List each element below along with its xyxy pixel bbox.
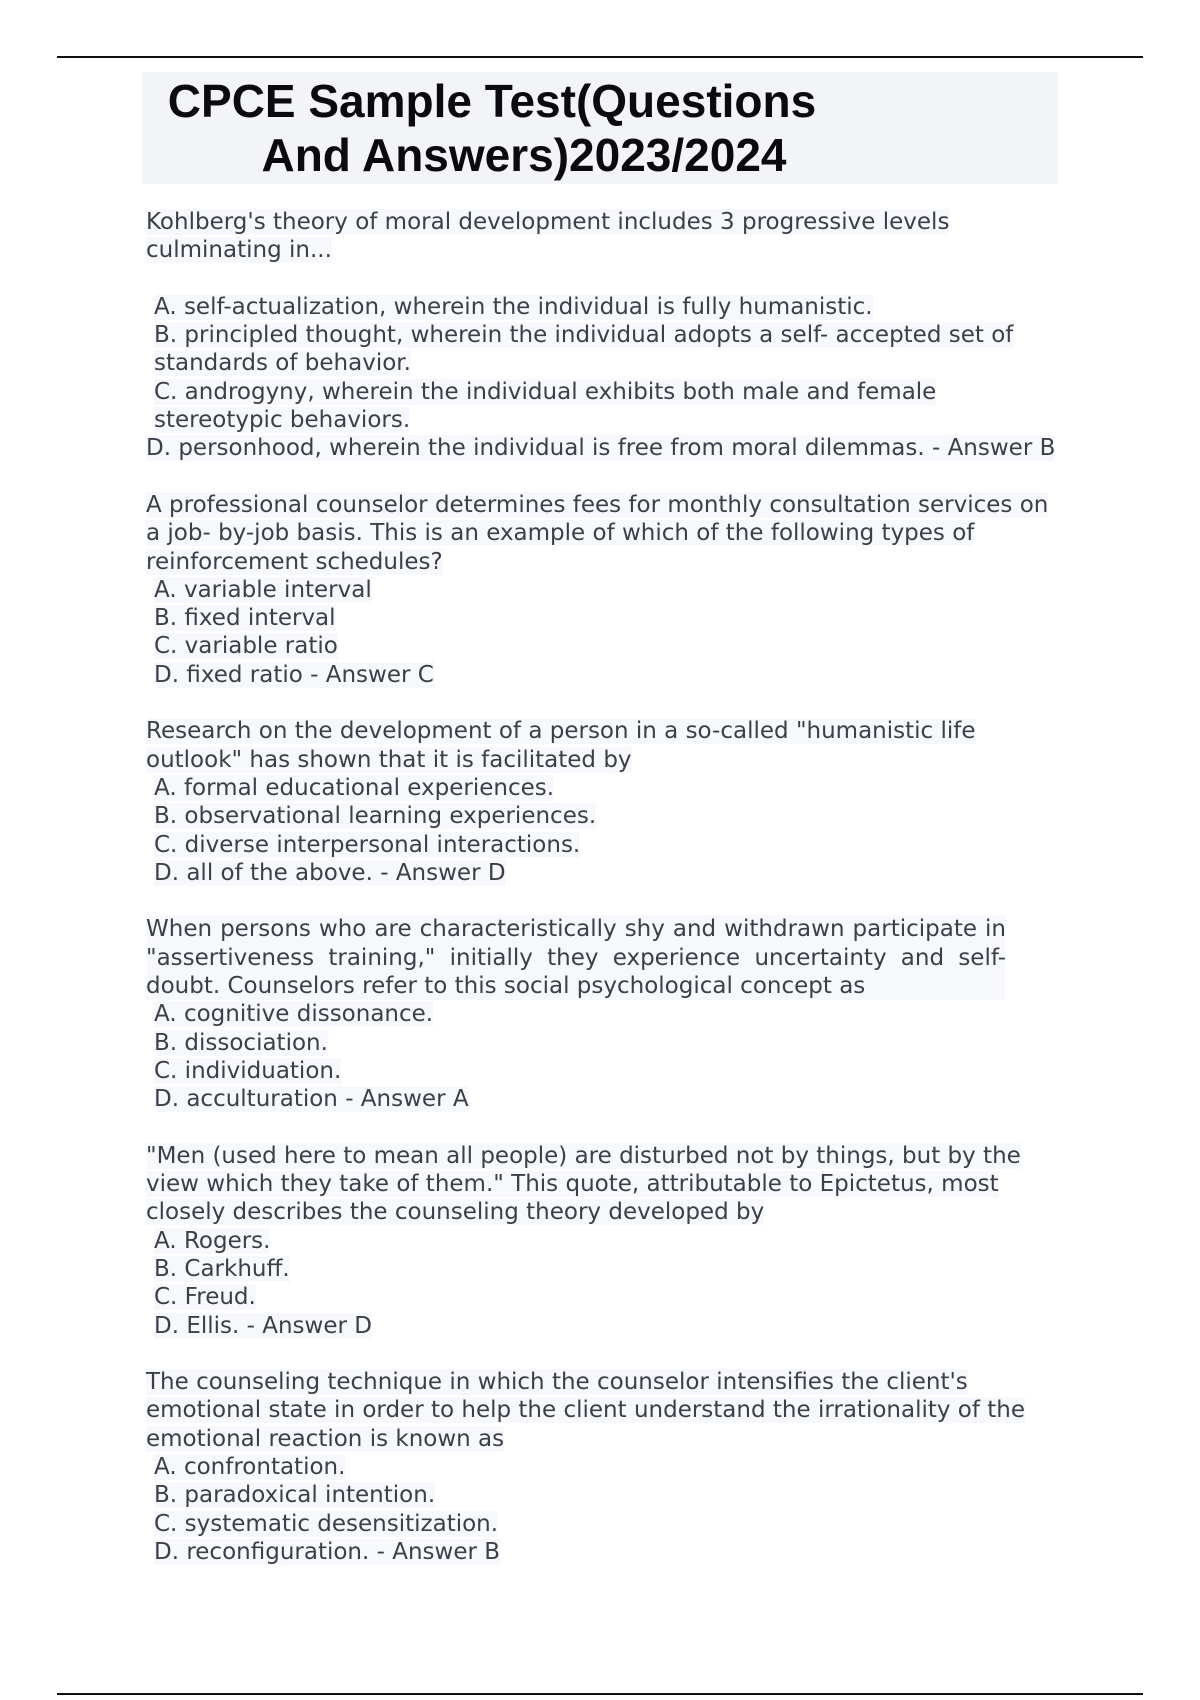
option-b: B. dissociation.	[154, 1029, 328, 1056]
option-b: B. Carkhuff.	[154, 1255, 290, 1282]
question-2	[146, 491, 1066, 689]
option-d: D. all of the above. - Answer D	[154, 859, 506, 886]
question-stem: A professional counselor determines fees for monthly consultation services on a job- by-job basis. This is an example of which of the following types of reinforcement schedules?	[146, 491, 1049, 575]
option-d: D. Ellis. - Answer D	[154, 1312, 372, 1339]
title-line-1: CPCE Sample Test(Questions	[167, 75, 817, 127]
answer-options	[146, 1453, 1066, 1566]
option-a: A. variable interval	[154, 576, 372, 603]
option-d: D. personhood, wherein the individual is free from moral dilemmas. - Answer B	[146, 435, 1056, 462]
question-1	[146, 208, 1066, 463]
option-c: C. diverse interpersonal interactions.	[154, 831, 581, 858]
question-stem: When persons who are characteristically shy and withdrawn participate in "assertiveness training," initially they experience uncertainty and self- doubt. Counselors refer to this social psychological concept as	[146, 916, 1006, 1000]
title-line-2: And Answers)2023/2024	[261, 129, 787, 181]
bottom-rule	[57, 1693, 1143, 1695]
question-stem: The counseling technique in which the counselor intensifies the client's emotional state in order to help the client understand the irrationality of the emotional reaction is known as	[146, 1369, 1026, 1452]
top-rule	[57, 56, 1143, 58]
question-5	[146, 1142, 1066, 1340]
question-stem: "Men (used here to mean all people) are disturbed not by things, but by the view which they take of them." This quote, attributable to Epictetus, most closely describes the counseling theory developed by	[146, 1142, 1021, 1226]
page-title	[142, 72, 842, 182]
answer-options	[146, 576, 1066, 689]
question-stem: Kohlberg's theory of moral development includes 3 progressive levels culminating in...	[146, 209, 950, 264]
title-banner	[142, 72, 1058, 184]
answer-options	[146, 774, 1066, 887]
option-d: D. acculturation - Answer A	[154, 1086, 469, 1113]
option-b: B. paradoxical intention.	[154, 1482, 436, 1509]
option-c: C. Freud.	[154, 1284, 256, 1311]
option-a: A. confrontation.	[154, 1454, 346, 1481]
option-c: C. systematic desensitization.	[154, 1510, 499, 1537]
option-d: D. reconfiguration. - Answer B	[154, 1538, 501, 1565]
question-stem: Research on the development of a person in a so-called "humanistic life outlook" has shown that it is facilitated by	[146, 718, 976, 773]
question-4	[146, 915, 1066, 1113]
answer-options	[146, 293, 1066, 463]
option-a: A. Rogers.	[154, 1227, 271, 1254]
option-a: A. formal educational experiences.	[154, 774, 555, 801]
questions-list	[146, 208, 1066, 1595]
question-3	[146, 717, 1066, 887]
option-d: D. fixed ratio - Answer C	[154, 661, 434, 688]
question-6	[146, 1368, 1066, 1566]
answer-options	[146, 1227, 1066, 1340]
option-b: B. fixed interval	[154, 605, 336, 632]
option-b: B. principled thought, wherein the individual adopts a self- accepted set of standards of behavior.	[154, 322, 1014, 377]
option-b: B. observational learning experiences.	[154, 803, 597, 830]
option-a: A. self-actualization, wherein the individual is fully humanistic.	[154, 293, 873, 320]
option-c: C. variable ratio	[154, 633, 338, 660]
option-c: C. androgyny, wherein the individual exhibits both male and female stereotypic behaviors.	[154, 378, 937, 434]
answer-options	[146, 1000, 1066, 1113]
option-a: A. cognitive dissonance.	[154, 1001, 434, 1028]
option-c: C. individuation.	[154, 1057, 342, 1084]
